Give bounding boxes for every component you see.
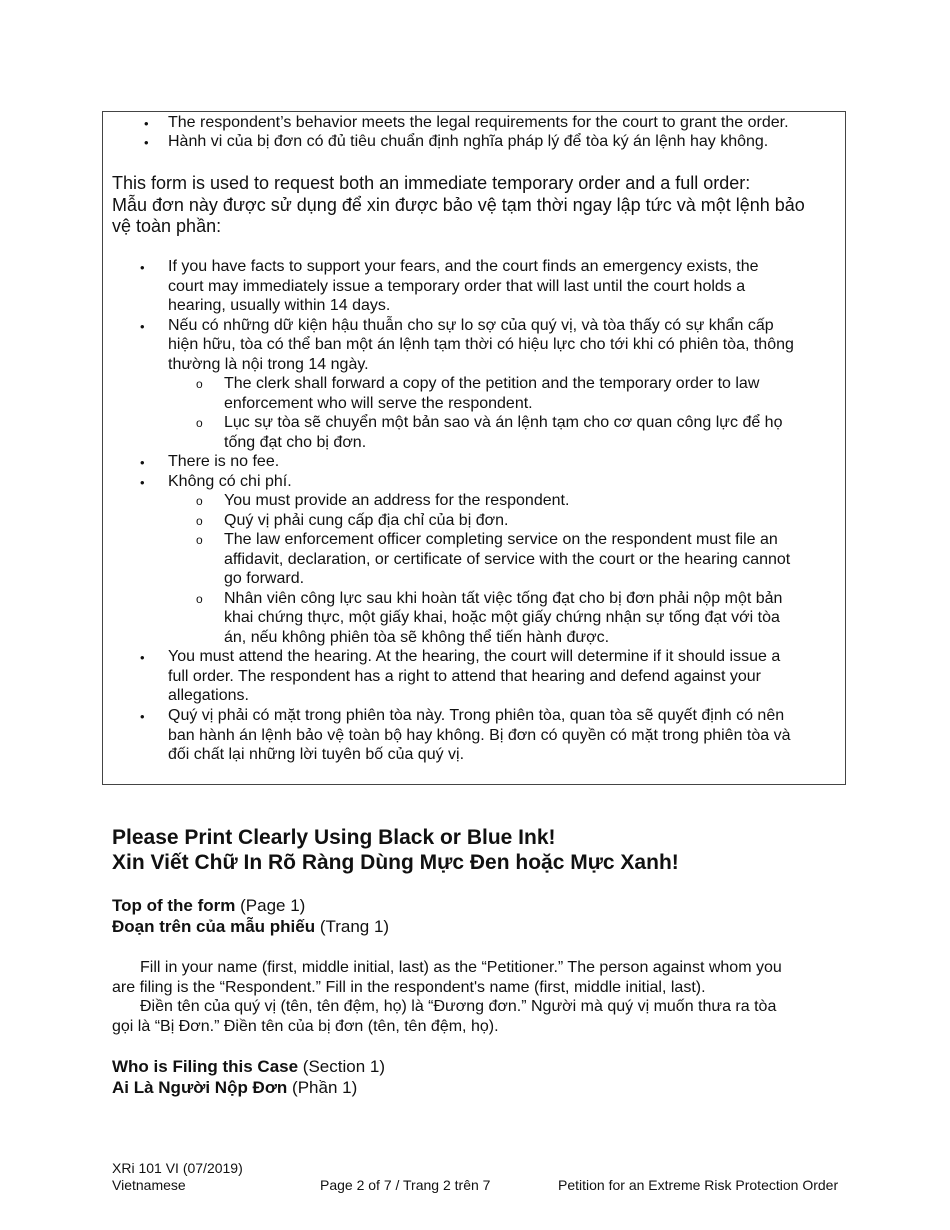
footer-form-id: XRi 101 VI (07/2019): [112, 1160, 243, 1176]
who-filing-en-rest: (Section 1): [298, 1057, 386, 1076]
bullet-glyph: •: [144, 116, 149, 131]
top-bullet-vi: Hành vi của bị đơn có đủ tiêu chuẩn định nghĩa pháp lý để tòa ký án lệnh hay không.: [168, 133, 769, 150]
b2-line-3: thường là nội trong 14 ngày.: [168, 355, 369, 373]
who-filing-title-en: [112, 1057, 385, 1077]
b2-line-1: Nếu có những dữ kiện hậu thuẫn cho sự lo sợ của quý vị, và tòa thấy có sự khẩn cấp: [168, 316, 774, 334]
sub-glyph: o: [196, 533, 203, 547]
who-filing-vi-bold: Ai Là Người Nộp Đơn: [112, 1078, 288, 1097]
footer-language: Vietnamese: [112, 1177, 186, 1193]
footer-title: Petition for an Extreme Risk Protection Order: [558, 1177, 839, 1193]
b2-line-2: hiện hữu, tòa có thể ban một án lệnh tạm thời có hiệu lực cho tới khi có phiên tòa, thông: [168, 336, 794, 353]
bullet-glyph: •: [140, 260, 145, 275]
sub-glyph: o: [196, 514, 203, 528]
top-form-title-en: [112, 896, 305, 916]
bullet-glyph: •: [140, 650, 145, 665]
s4-line: Quý vị phải cung cấp địa chỉ của bị đơn.: [224, 511, 509, 529]
top-form-en-rest: (Page 1): [235, 896, 306, 915]
s3-line: You must provide an address for the respondent.: [224, 492, 570, 509]
top-form-en-bold: Top of the form: [112, 896, 236, 915]
b1-line-1: If you have facts to support your fears, and the court finds an emergency exists, the: [168, 258, 759, 275]
top-form-vi-line-1: Điền tên của quý vị (tên, tên đệm, họ) là “Đương đơn.” Người mà quý vị muốn thưa ra tòa: [140, 998, 777, 1015]
who-filing-vi-rest: (Phần 1): [287, 1078, 358, 1097]
top-form-en-line-2: are filing is the “Respondent.” Fill in the respondent's name (first, middle initial, last).: [112, 978, 706, 996]
sub-glyph: o: [196, 416, 203, 430]
top-form-vi-bold: Đoạn trên của mẫu phiếu: [112, 917, 316, 936]
intro-vi-line-2: vệ toàn phần:: [112, 216, 222, 236]
bullet-glyph: •: [140, 475, 145, 490]
sub-glyph: o: [196, 494, 203, 508]
top-form-vi-rest: (Trang 1): [315, 917, 390, 936]
s5-line-2: affidavit, declaration, or certificate of service with the court or the hearing cannot: [224, 550, 791, 568]
bullet-glyph: •: [144, 135, 149, 150]
s5-line-3: go forward.: [224, 570, 305, 587]
s5-line-1: The law enforcement officer completing service on the respondent must file an: [224, 531, 778, 548]
b1-line-3: hearing, usually within 14 days.: [168, 297, 391, 314]
b4-line: Không có chi phí.: [168, 472, 292, 490]
b6-line-1: Quý vị phải có mặt trong phiên tòa này. Trong phiên tòa, quan tòa sẽ quyết định có nên: [168, 707, 785, 724]
who-filing-en-bold: Who is Filing this Case: [112, 1057, 299, 1076]
intro-en: This form is used to request both an immediate temporary order and a full order:: [112, 173, 751, 193]
s2-line-1: Lục sự tòa sẽ chuyển một bản sao và án lệnh tạm cho cơ quan công lực để họ: [224, 414, 783, 431]
intro-paragraph: [112, 173, 842, 238]
b5-line-2: full order. The respondent has a right to attend that hearing and defend against your: [168, 667, 762, 685]
b6-line-2: ban hành án lệnh bảo vệ toàn bộ hay không. Bị đơn có quyền có mặt trong phiên tòa và: [168, 726, 791, 744]
intro-vi-line-1: Mẫu đơn này được sử dụng để xin được bảo vệ tạm thời ngay lập tức và một lệnh bảo: [112, 194, 805, 215]
bullet-glyph: •: [140, 319, 145, 334]
bullet-glyph: •: [140, 709, 145, 724]
heading-en: Please Print Clearly Using Black or Blue Ink!: [112, 826, 556, 849]
s6-line-3: án, nếu không phiên tòa sẽ không thể tiến hành được.: [224, 628, 610, 646]
b5-line-1: You must attend the hearing. At the hearing, the court will determine if it should issue a: [168, 648, 781, 665]
footer-page: Page 2 of 7 / Trang 2 trên 7: [320, 1177, 491, 1193]
b3-line: There is no fee.: [168, 453, 280, 470]
s1-line-1: The clerk shall forward a copy of the petition and the temporary order to law: [224, 375, 760, 392]
s2-line-2: tống đạt cho bị đơn.: [224, 433, 367, 451]
top-form-title-vi: [112, 917, 389, 937]
sub-glyph: o: [196, 377, 203, 391]
sub-glyph: o: [196, 592, 203, 606]
top-bullet-en: The respondent’s behavior meets the legal requirements for the court to grant the order.: [168, 114, 789, 131]
who-filing-title-vi: [112, 1078, 357, 1098]
s6-line-1: Nhân viên công lực sau khi hoàn tất việc tống đạt cho bị đơn phải nộp một bản: [224, 589, 783, 607]
b1-line-2: court may immediately issue a temporary order that will last until the court holds a: [168, 277, 746, 295]
top-form-en-line-1: Fill in your name (first, middle initial, last) as the “Petitioner.” The person against whom you: [140, 959, 782, 976]
s1-line-2: enforcement who will serve the respondent.: [224, 394, 533, 412]
heading-vi: Xin Viết Chữ In Rõ Ràng Dùng Mực Đen hoặc Mực Xanh!: [112, 851, 679, 874]
bullet-glyph: •: [140, 455, 145, 470]
b6-line-3: đối chất lại những lời tuyên bố của quý vị.: [168, 746, 465, 763]
b5-line-3: allegations.: [168, 687, 249, 704]
s6-line-2: khai chứng thực, một giấy khai, hoặc một giấy chứng nhận sự tống đạt với tòa: [224, 609, 780, 626]
top-form-vi-line-2: gọi là “Bị Đơn.” Điền tên của bị đơn (tên, tên đệm, họ).: [112, 1017, 499, 1035]
